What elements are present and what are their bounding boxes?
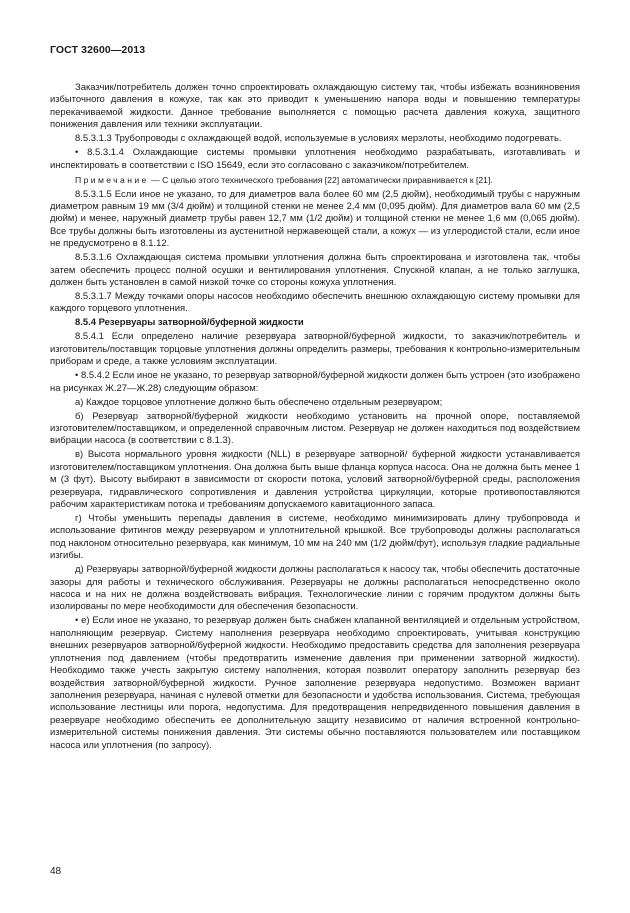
- paragraph-8-5-3-1-5: 8.5.3.1.5 Если иное не указано, то для диаметров вала более 60 мм (2,5 дюйм), необходимый трубы с наружным диаметром равным 19 мм (3/4 дюйм) и толщиной стенки не менее 2,4 мм (0,095 дюйм). Для диаметров вала 60 мм (2,5 дюйм) и менее, наружный диаметр трубы равен 12,7 мм (1/2 дюйм) и толщиной стенки не менее 1,6 мм (0,065 дюйм). Все трубы должны быть изготовлены из аустенитной нержавеющей стали, а кожух — из углеродистой стали, если иное не предусмотрено в 8.1.12.: [50, 188, 580, 250]
- note: [50, 174, 580, 186]
- list-item-b: б) Резервуар затворной/буферной жидкости необходимо установить на прочной опоре, поставляемой изготовителем/поставщиком, и определенной справочным листом. Резервуар не должен находиться под воздействием вибрации насоса (в соответствии с 8.1.3).: [50, 410, 580, 447]
- list-item-v: в) Высота нормального уровня жидкости (NLL) в резервуаре затворной/ буферной жидкости устанавливается изготовителем/поставщиком уплотнения. Она должна быть выше фланца корпуса насоса. Она не должна быть менее 1 м (3 фут). Высоту выбирают в зависимости от скорости потока, условий затворной/буферной среды, расположения резервуара, гидравлического сопротивления и давления устройства циркуляции, которые противопоставляются рабочим характеристикам потока и требованиям допускаемого кавитационного запаса.: [50, 449, 580, 511]
- paragraph-8-5-4-2: • 8.5.4.2 Если иное не указано, то резервуар затворной/буферной жидкости должен быть устроен (это изображено на рисунках Ж.27—Ж.28) следующим образом:: [50, 370, 580, 394]
- paragraph-8-5-3-1-4: • 8.5.3.1.4 Охлаждающие системы промывки уплотнения необходимо разрабатывать, изготавливать и инспектировать в соответствии с ISO 15649, если это согласовано с заказчиком/потребителем.: [50, 147, 580, 171]
- list-item-d: д) Резервуары затворной/буферной жидкости должны располагаться к насосу так, чтобы обеспечить достаточные зазоры для работы и технического обслуживания. Резервуары не должны располагаться непосредственно около насоса и на них не должна воздействовать вибрация. Технологические линии с горячим продуктом должны быть изолированы по мере необходимости для обеспечения безопасности.: [50, 564, 580, 613]
- section-heading-8-5-4: 8.5.4 Резервуары затворной/буферной жидкости: [75, 317, 304, 329]
- paragraph-8-5-3-1-6: 8.5.3.1.6 Охлаждающая система промывки уплотнения должна быть спроектирована и изготовлена так, чтобы затем обеспечить процесс полной осушки и вентилирования уплотнения. Спускной клапан, а не только заглушка, должен быть установлен в самой низкой точке со стороны кожуха уплотнения.: [50, 252, 580, 288]
- paragraph-8-5-3-1-7: 8.5.3.1.7 Между точками опоры насосов необходимо обеспечить внешнюю охлаждающую систему промывки для каждого торцевого уплотнения.: [50, 290, 580, 315]
- list-item-a: а) Каждое торцовое уплотнение должно быть обеспечено отдельным резервуаром;: [75, 396, 443, 408]
- list-item-g: г) Чтобы уменьшить перепады давления в системе, необходимо минимизировать длину трубопровода и использование фитингов между резервуаром и уплотнительной крышкой. Все трубопроводы должны располагаться под наклоном относительно резервуара, как минимум, 10 мм на 240 мм (1/2 дюйм/фут), используя гладкие радиальные изгибы.: [50, 513, 580, 562]
- paragraph-8-5-4-1: 8.5.4.1 Если определено наличие резервуара затворной/буферной жидкости, то заказчик/потребитель и изготовитель/поставщик торцовые уплотнения должны определить размеры, требования к контрольно-измерительным приборам и среде, а также условиям эксплуатации.: [50, 331, 580, 368]
- list-item-e: • е) Если иное не указано, то резервуар должен быть снабжен клапанной вентиляцией и отдельным устройством, наполняющим резервуар. Систему наполнения резервуара необходимо спроектировать, учитывая конструкцию внешних резервуаров затворной/буферной жидкости. Необходимо предоставить средства для заполнения резервуара уплотнения под давлением (чтобы предотвратить изменение давления при применении затворной жидкости). Необходимо также учесть закрытую систему наполнения, которая позволит оператору заполнить резервуар без воздействия затворной/буферной жидкости. Ручное заполнение резервуара недопустимо. Возможен вариант заполнения резервуара, начиная с нулевой отметки для безопасности и удобства использования. Система, требующая использование лестницы или порога, недопустима. Для предотвращения непредвиденного повышения давления в резервуаре необходимо обеспечить ее дополнительную защиту независимо от наличия встроенной контрольно-измерительной системы понижения давления. Эти системы обычно поставляются пользователем или поставщиком насоса или уплотнения (по запросу).: [50, 615, 580, 751]
- note-text: — С целью этого технического требования [22] автоматически приравнивается к [21].: [148, 174, 493, 185]
- page-number: 48: [50, 866, 62, 877]
- note-label: Примечание: [75, 174, 149, 185]
- standard-header: ГОСТ 32600—2013: [50, 44, 146, 56]
- paragraph-intro: Заказчик/потребитель должен точно спроектировать охлаждающую систему так, чтобы избежать возникновения избыточного давления в кожухе, так как это приводит к уменьшению напора воды и повышению температуры перекачиваемой жидкости. Данное требование выполняется с помощью расчета давления кожуха, защитного понижения давления или техники эксплуатации.: [50, 82, 580, 131]
- paragraph-8-5-3-1-3: 8.5.3.1.3 Трубопроводы с охлаждающей водой, используемые в условиях мерзлоты, необходимо подогревать.: [75, 133, 562, 145]
- document-body: [50, 82, 580, 754]
